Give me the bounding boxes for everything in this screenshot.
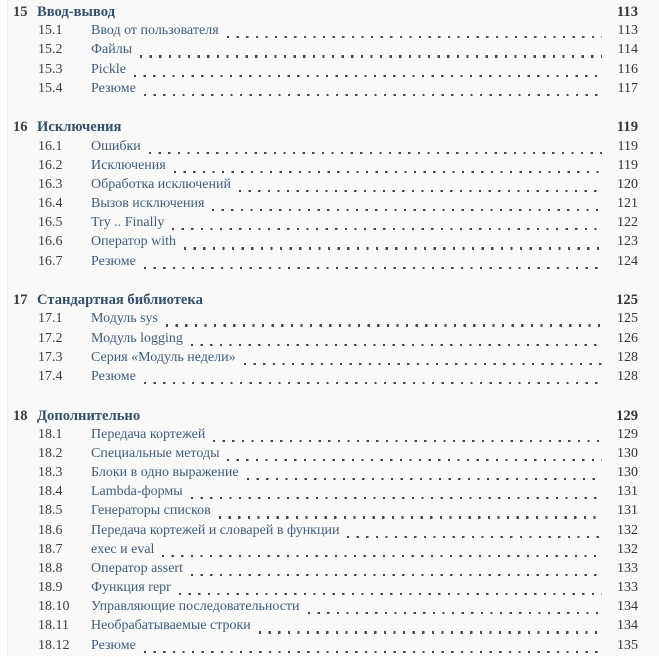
toc-entry-row[interactable] [13,62,638,81]
dot-leader [134,75,602,77]
chapter-title-link[interactable]: Стандартная библиотека [37,292,203,309]
toc-entry-row[interactable] [13,331,638,350]
toc-entry-row[interactable] [13,42,638,61]
section-page-number[interactable]: 131 [611,484,638,500]
toc-entry-row[interactable] [13,638,638,657]
toc-entry-row[interactable] [13,446,638,465]
section-title-link[interactable]: Модуль sys [91,311,158,327]
dot-leader [144,267,602,269]
toc-entry-row[interactable] [13,177,638,196]
section-title-link[interactable]: Резюме [91,369,136,385]
dot-leader [191,574,602,576]
chapter-heading-row[interactable] [13,4,638,23]
dot-leader [347,536,602,538]
dot-leader [149,152,602,154]
section-page-number[interactable]: 114 [611,42,638,58]
toc-entry-row[interactable] [13,311,638,330]
dot-leader [244,363,602,365]
section-title-link[interactable]: Обработка исключений [91,177,231,193]
section-number: 18.8 [38,561,91,577]
toc-entry-row[interactable] [13,254,638,273]
section-number: 17.3 [38,350,91,366]
section-title-link[interactable]: Исключения [91,158,166,174]
toc-entry-row[interactable] [13,23,638,42]
toc-entry-row[interactable] [13,618,638,637]
section-title-link[interactable]: Генераторы списков [91,503,211,519]
section-number: 18.1 [38,427,91,443]
dot-leader [179,593,602,595]
section-title-link[interactable]: Резюме [91,254,136,270]
section-number: 15.1 [38,23,91,39]
section-title-link[interactable]: Резюме [91,638,136,654]
section-title-link[interactable]: Вызов исключения [91,196,204,212]
section-page-number[interactable]: 135 [611,638,638,654]
dot-leader [219,516,602,518]
section-page-number[interactable]: 128 [611,369,638,385]
section-title-link[interactable]: Модуль logging [91,331,183,347]
section-title-link[interactable]: Блоки в одно выражение [91,465,239,481]
section-title-link[interactable]: Специальные методы [91,446,219,462]
section-page-number[interactable]: 134 [611,599,638,615]
section-number: 17.1 [38,311,91,327]
section-page-number[interactable]: 132 [611,542,638,558]
chapter-page-number[interactable]: 125 [611,292,638,309]
section-number: 17.4 [38,369,91,385]
dot-leader [259,631,602,633]
section-page-number[interactable]: 123 [611,234,638,250]
section-title-link[interactable]: Ошибки [91,139,141,155]
section-page-number[interactable]: 124 [611,254,638,270]
section-number: 16.7 [38,254,91,270]
section-number: 18.9 [38,580,91,596]
section-page-number[interactable]: 134 [611,618,638,634]
toc-entry-row[interactable] [13,542,638,561]
dot-leader [144,382,602,384]
section-number: 16.3 [38,177,91,193]
toc-entry-row[interactable] [13,465,638,484]
chapter-title-link[interactable]: Исключения [37,119,121,136]
section-number: 18.11 [38,618,91,634]
section-page-number[interactable]: 113 [611,23,638,39]
toc-entry-row[interactable] [13,234,638,253]
section-number: 15.2 [38,42,91,58]
section-number: 18.3 [38,465,91,481]
dot-leader [227,459,602,461]
section-number: 18.2 [38,446,91,462]
dot-leader [239,190,602,192]
toc-chapter [13,292,638,388]
toc-entry-row[interactable] [13,139,638,158]
chapter-number: 17 [13,292,37,309]
toc-entry-row[interactable] [13,580,638,599]
chapter-heading-row[interactable] [13,408,638,427]
section-page-number[interactable]: 133 [611,580,638,596]
section-number: 16.6 [38,234,91,250]
section-page-number[interactable]: 129 [611,427,638,443]
section-number: 18.6 [38,523,91,539]
section-page-number[interactable]: 126 [611,331,638,347]
toc-entry-row[interactable] [13,523,638,542]
section-number: 18.5 [38,503,91,519]
dot-leader [144,651,602,653]
section-title-link[interactable]: Файлы [91,42,132,58]
chapter-title-link[interactable]: Дополнительно [37,408,140,425]
section-page-number[interactable]: 119 [611,139,638,155]
section-number: 16.4 [38,196,91,212]
chapter-number: 18 [13,408,37,425]
section-title-link[interactable]: Ввод от пользователя [91,23,219,39]
table-of-contents [8,0,659,657]
toc-entry-row[interactable] [13,81,638,100]
section-number: 18.4 [38,484,91,500]
section-page-number[interactable]: 130 [611,446,638,462]
section-number: 15.3 [38,62,91,78]
dot-leader [213,440,602,442]
section-number: 15.4 [38,81,91,97]
section-page-number[interactable]: 131 [611,503,638,519]
section-title-link[interactable]: Lambda-формы [91,484,183,500]
dot-leader [191,344,602,346]
toc-entry-row[interactable] [13,215,638,234]
chapter-number: 16 [13,119,37,136]
section-page-number[interactable]: 116 [611,62,638,78]
toc-entry-row[interactable] [13,158,638,177]
section-title-link[interactable]: Передача кортежей [91,427,205,443]
section-number: 16.5 [38,215,91,231]
dot-leader [144,94,602,96]
section-title-link[interactable]: Необрабатываемые строки [91,618,251,634]
section-number: 18.7 [38,542,91,558]
section-number: 18.10 [38,599,91,615]
section-page-number[interactable]: 120 [611,177,638,193]
section-title-link[interactable]: Серия «Модуль недели» [91,350,236,366]
toc-entry-row[interactable] [13,599,638,618]
section-title-link[interactable]: Оператор with [91,234,176,250]
toc-entry-row[interactable] [13,427,638,446]
toc-entry-row[interactable] [13,561,638,580]
section-page-number[interactable]: 133 [611,561,638,577]
chapter-page-number[interactable]: 119 [611,119,638,136]
section-title-link[interactable]: Оператор assert [91,561,183,577]
section-title-link[interactable]: Передача кортежей и словарей в функции [91,523,339,539]
section-number: 16.2 [38,158,91,174]
toc-entry-row[interactable] [13,503,638,522]
section-number: 17.2 [38,331,91,347]
toc-entry-row[interactable] [13,196,638,215]
dot-leader [247,478,602,480]
section-title-link[interactable]: Резюме [91,81,136,97]
chapter-heading-row[interactable] [13,292,638,311]
section-title-link[interactable]: Функция repr [91,580,171,596]
section-title-link[interactable]: exec и eval [91,542,154,558]
section-page-number[interactable]: 119 [611,158,638,174]
toc-chapter [13,408,638,657]
section-page-number[interactable]: 122 [611,215,638,231]
dot-leader [166,324,602,326]
document-page [7,0,659,656]
dot-leader [140,55,602,57]
chapter-page-number[interactable]: 113 [611,4,638,21]
dot-leader [174,171,602,173]
dot-leader [184,247,602,249]
toc-chapter [13,4,638,100]
chapter-number: 15 [13,4,37,21]
section-page-number[interactable]: 132 [611,523,638,539]
dot-leader [191,497,602,499]
dot-leader [308,612,602,614]
chapter-heading-row[interactable] [13,119,638,138]
chapter-page-number[interactable]: 129 [611,408,638,425]
section-title-link[interactable]: Pickle [91,62,126,78]
toc-chapter [13,119,638,272]
dot-leader [227,36,602,38]
section-page-number[interactable]: 128 [611,350,638,366]
dot-leader [212,209,602,211]
dot-leader [172,228,602,230]
section-title-link[interactable]: Управляющие последовательности [91,599,300,615]
section-number: 18.12 [38,638,91,654]
section-page-number[interactable]: 117 [611,81,638,97]
toc-entry-row[interactable] [13,350,638,369]
section-page-number[interactable]: 121 [611,196,638,212]
section-number: 16.1 [38,139,91,155]
toc-entry-row[interactable] [13,484,638,503]
section-page-number[interactable]: 125 [611,311,638,327]
dot-leader [162,555,602,557]
section-page-number[interactable]: 130 [611,465,638,481]
chapter-title-link[interactable]: Ввод-вывод [37,4,115,21]
toc-entry-row[interactable] [13,369,638,388]
section-title-link[interactable]: Try .. Finally [91,215,164,231]
